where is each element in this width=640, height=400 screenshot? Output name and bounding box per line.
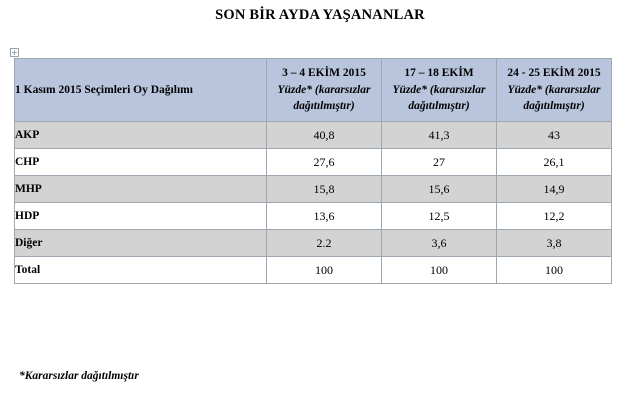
table-cell: 14,9 [497,176,612,203]
column-header-1-note-line2: dağıtılmıştır) [293,100,355,113]
column-header-1-note-line1: Yüzde* (kararsızlar [277,83,371,96]
vote-distribution-table [14,58,612,284]
column-header-2-note-line2: dağıtılmıştır) [408,100,470,113]
table-cell: 12,2 [497,203,612,230]
table-cell: 26,1 [497,149,612,176]
table-cell: 41,3 [382,122,497,149]
table-cell: 27,6 [267,149,382,176]
table-cell: 100 [267,257,382,284]
table-row [15,122,612,149]
column-header-2 [382,59,497,122]
row-label: AKP [15,122,267,149]
table-row [15,257,612,284]
table-cell: 3,8 [497,230,612,257]
table-cell: 15,6 [382,176,497,203]
table-corner-header: 1 Kasım 2015 Seçimleri Oy Dağılımı [15,59,267,122]
table-move-handle[interactable] [10,48,19,57]
column-header-3-note-line1: Yüzde* (kararsızlar [507,83,601,96]
row-label: HDP [15,203,267,230]
table-cell: 12,5 [382,203,497,230]
column-header-1-date: 3 – 4 EKİM 2015 [282,66,366,79]
footnote: *Kararsızlar dağıtılmıştır [19,370,139,382]
column-header-3-note-line2: dağıtılmıştır) [523,100,585,113]
table-cell: 27 [382,149,497,176]
column-header-3-date: 24 - 25 EKİM 2015 [507,66,601,79]
row-label: CHP [15,149,267,176]
table-cell: 100 [497,257,612,284]
table-row [15,149,612,176]
column-header-2-date: 17 – 18 EKİM [404,66,474,79]
page-title: SON BİR AYDA YAŞANANLAR [215,7,425,23]
table-cell: 3,6 [382,230,497,257]
table-cell: 13,6 [267,203,382,230]
table-header-row [15,59,612,122]
table-row [15,176,612,203]
row-label: MHP [15,176,267,203]
column-header-2-note-line1: Yüzde* (kararsızlar [392,83,486,96]
row-label: Total [15,257,267,284]
table-cell: 40,8 [267,122,382,149]
column-header-1 [267,59,382,122]
table-cell: 15,8 [267,176,382,203]
column-header-3 [497,59,612,122]
table-row [15,203,612,230]
table-row [15,230,612,257]
table-cell: 2.2 [267,230,382,257]
table-cell: 100 [382,257,497,284]
table-cell: 43 [497,122,612,149]
row-label: Diğer [15,230,267,257]
